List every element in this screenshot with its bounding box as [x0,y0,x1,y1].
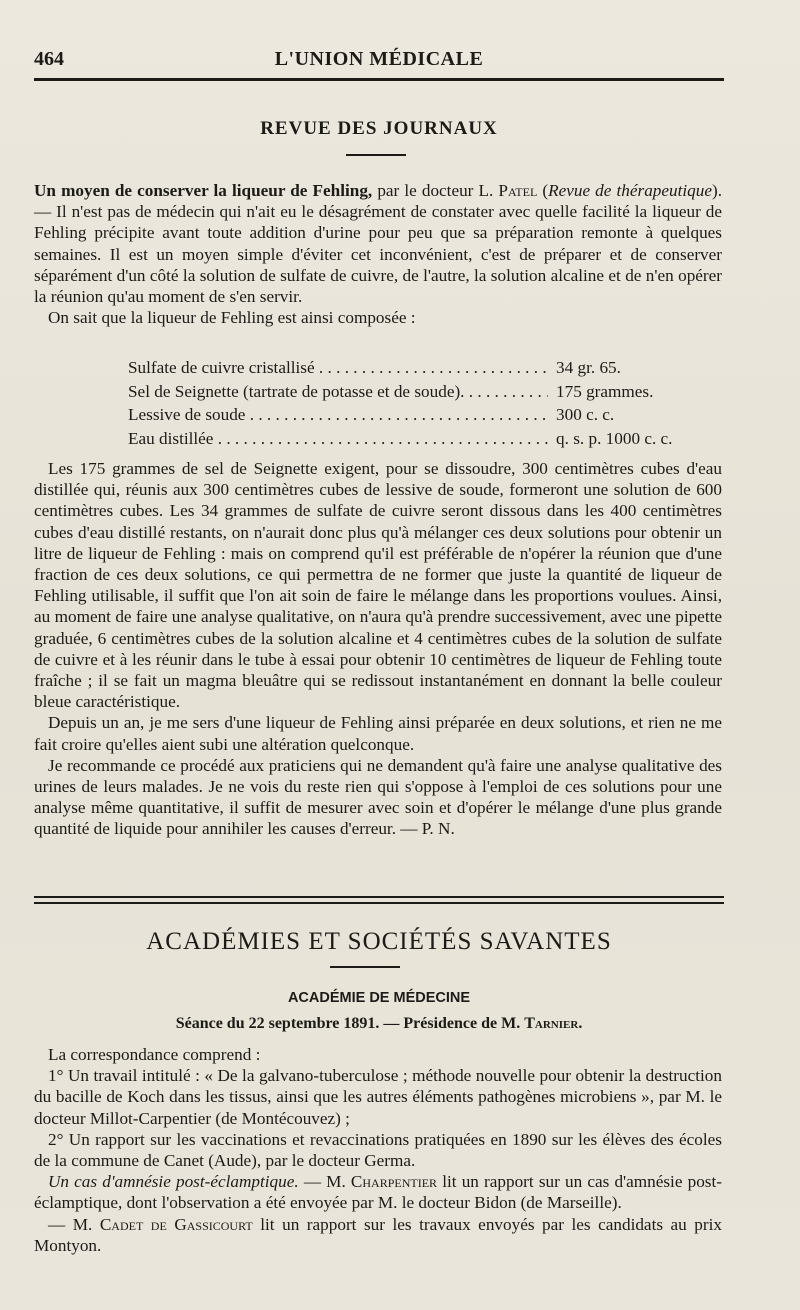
correspondance-item: 2° Un rapport sur les vaccinations et revaccinations pratiquées en 1890 sur les élèves des écoles de la commune de Canet (Aude), par le docteur Germa. [34,1129,722,1171]
article-title: Un moyen de conserver la liqueur de Fehling, [34,181,373,200]
body-paragraph: Depuis un an, je me sers d'une liqueur de Fehling ainsi préparée en deux solutions, et rien ne me fait croire qu'elles aient subi une altération quelconque. [34,713,722,754]
source-journal: Revue de thérapeutique [548,181,712,200]
last-text: lit un rapport sur les travaux envoyés par les candidats au prix Montyon. [34,1214,722,1255]
source-open: ( [537,181,549,200]
intro-text: — Il n'est pas de médecin qui n'ait eu le désagrément de constater avec quelle facilité la liqueur de Fehling précipite avant toute addition d'urine pour peu que sa préparation remonte à quelques semaines. Il est un moyen simple d'éviter cet inconvénient, c'est de préparer et de conserver séparément d'un côté la solution de sulfate de cuivre, de l'autre, la solution alcaline et de n'en opérer la réunion qu'au moment de s'en servir. [34,202,722,307]
case-title: Un cas d'amnésie post-éclamptique. [48,1172,299,1192]
seance-date: Séance du 22 septembre 1891. — Présidence de M. [175,1015,525,1032]
formula-row [128,427,708,451]
case-report-paragraph [34,1171,722,1213]
case-text: lit un rapport sur un cas d'amnésie post-éclamptique, dont l'observation a été envoyée par M. le docteur Bidon (de Marseille). [34,1172,722,1213]
intro-paragraph [34,180,722,307]
seance-line [34,1015,724,1033]
ingredient-name: Eau distillée . . . [128,427,548,451]
body-paragraph: Je recommande ce procédé aux praticiens qui ne demandent qu'à faire une analyse qualitative des urines de leurs malades. Je ne vois du reste rien qui s'oppose à l'emploi de ces solutions pour une analyse même quantitative, il suffit de mesurer avec soin et d'opérer le mélange d'une plus grande quantité de liquide pour annihiler les causes d'erreur. — P. N. [34,755,722,839]
fehling-formula [128,356,708,450]
formula-row [128,356,708,380]
formula-row [128,380,708,404]
source-close: ). [711,181,722,200]
section-rule [34,896,724,898]
title-divider [346,154,406,156]
author-name: Patel [498,181,538,200]
academie-proceedings [34,1044,722,1256]
page-number: 464 [34,48,64,70]
correspondance-item: 1° Un travail intitulé : « De la galvano-tuberculose ; méthode nouvelle pour obtenir la destruction du bacille de Koch dans les tissus, ainsi que les autres éléments pathogènes microbiens », par M. le docteur Millot-Carpentier (de Montécouvez) ; [34,1066,722,1128]
revue-article-body [34,458,722,840]
academy-name: ACADÉMIE DE MÉDECINE [287,990,471,1006]
author-prefix: par le docteur L. [372,181,499,200]
ingredient-amount: q. s. p. 1000 c. c. [556,428,673,448]
header-rule [34,78,724,81]
running-title: L'UNION MÉDICALE [274,48,484,70]
revue-article-intro [34,180,722,328]
ingredient-amount: 300 c. c. [556,405,615,424]
prize-report-paragraph [34,1214,722,1256]
ingredient-amount: 175 grammes. [556,381,654,401]
page-header [34,46,724,76]
ingredient-amount: 34 gr. 65. [556,358,621,377]
last-author: Cadet de Gassicourt [99,1214,253,1234]
seance-end: . [578,1015,583,1032]
academies-section-title: ACADÉMIES ET SOCIÉTÉS SAVANTES [146,928,612,955]
case-dash: — M. [298,1172,351,1192]
section-rule [34,902,724,904]
last-dash: — M. [48,1214,100,1234]
ingredient-name: Sel de Seignette (tartrate de potasse et de soude). . . . [128,380,548,404]
ingredient-name: Sulfate de cuivre cristallisé . . . [128,356,548,380]
title-divider [330,966,400,968]
ingredient-name: Lessive de soude . . . [128,403,548,427]
seance-president: Tarnier [524,1015,579,1032]
correspondance-heading: La correspondance comprend : [48,1045,261,1064]
case-author: Charpentier [350,1172,438,1192]
composition-intro: On sait que la liqueur de Fehling est ainsi composée : [48,308,416,328]
revue-section-title: REVUE DES JOURNAUX [260,118,498,139]
formula-row [128,403,708,427]
body-paragraph: Les 175 grammes de sel de Seignette exigent, pour se dissoudre, 300 centimètres cubes d'eau distillée qui, réunis aux 300 centimètres cubes de lessive de soude, formeront une solution de 600 centimètres cubes. Les 34 grammes de sulfate de cuivre seront dissous dans les 400 centimètres cubes d'eau distillé restants, on n'aurait donc plus qu'à mélanger ces deux solutions pour obtenir un litre de liqueur de Fehling : mais on comprend qu'il est préférable de n'opérer la réunion que d'une fraction de ces deux solutions, ce qui permettra de ne former que juste la quantité de liqueur de Fehling utilisable, il suffit que l'on ait soin de faire le mélange dans les proportions voulues. Ainsi, au moment de faire une analyse qualitative, on n'aura qu'à prendre successivement, avec une pipette graduée, 6 centimètres cubes de la solution alcaline et 4 centimètres cubes de la solution de sulfate de cuivre et à les réunir dans le tube à essai pour obtenir 10 centimètres de liqueur de Fehling toute fraîche ; il se fait un magma bleuâtre qui se redissout instantanément en donnant la belle couleur bleue caractéristique. [34,459,722,712]
